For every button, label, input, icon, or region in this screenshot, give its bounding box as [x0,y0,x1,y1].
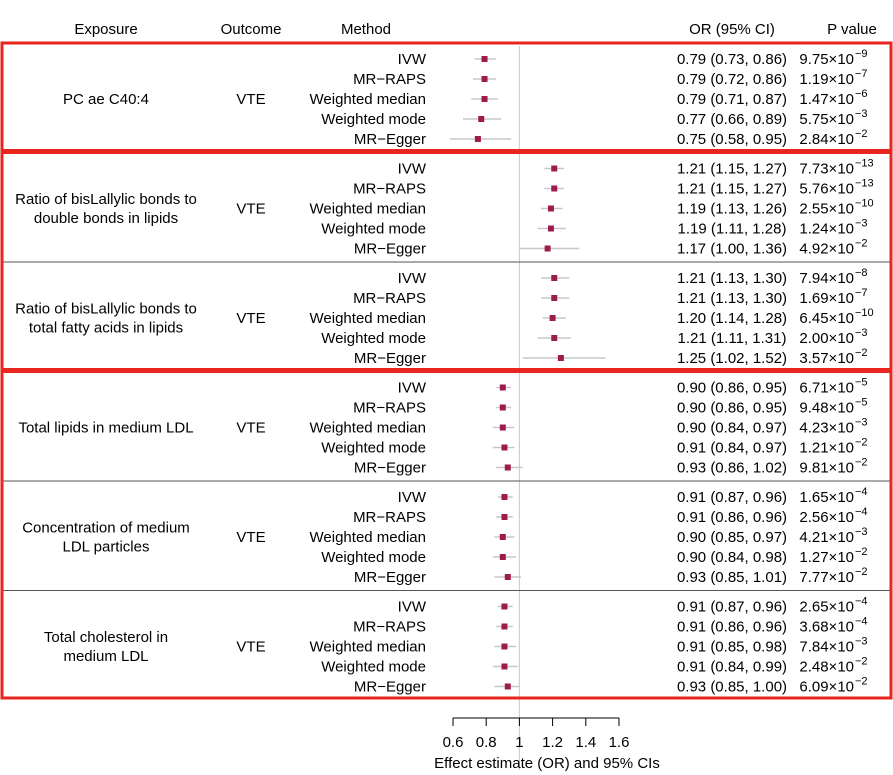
outcome-label: VTE [236,310,266,327]
header-outcome: Outcome [220,21,282,38]
p-value [799,400,854,417]
point-estimate [500,534,506,540]
method-label: Weighted median [309,419,426,437]
p-value-mantissa: 7.73×10 [799,160,854,178]
point-estimate [501,494,507,500]
p-value-exponent: −3 [855,108,868,120]
p-value-exponent: −2 [855,456,868,469]
p-value [799,350,854,367]
method-label: MR−RAPS [353,509,426,526]
point-estimate [551,275,557,281]
p-value-mantissa: 2.65×10 [799,598,854,616]
or-ci-value: 0.91 (0.86, 0.96) [676,509,788,526]
p-value-exponent: −3 [855,416,868,429]
exposure-label-line: total fatty acids in lipids [28,319,184,337]
p-value-exponent: −10 [855,307,874,319]
p-value-mantissa: 1.21×10 [799,439,854,457]
p-value [799,440,854,457]
point-estimate [558,355,564,361]
plot-layer [450,46,606,770]
p-value-mantissa: 3.57×10 [799,350,854,367]
point-estimate [551,335,557,341]
p-value [799,549,854,566]
or-ci-value: 1.20 (1.14, 1.28) [676,310,788,327]
method-label: MR−Egger [353,131,426,148]
p-value [799,420,854,437]
p-value [799,111,854,128]
exposure-label-line: PC ae C40:4 [63,91,149,108]
p-value-mantissa: 9.81×10 [799,459,854,477]
method-label: IVW [397,160,426,178]
p-value [799,330,854,347]
point-estimate [475,136,481,142]
point-estimate [550,315,556,321]
or-ci-value: 0.91 (0.85, 0.98) [676,638,788,656]
method-label: MR−Egger [353,240,426,258]
p-value [799,380,854,397]
p-value-exponent: −3 [855,217,868,230]
p-value [799,221,854,238]
exposure-label-line: Ratio of bisLallylic bonds to [15,191,197,208]
exposure-label-line: Total lipids in medium LDL [18,419,194,437]
p-value-mantissa: 6.45×10 [799,310,854,327]
point-estimate [505,684,511,690]
method-label: MR−RAPS [353,180,426,198]
point-estimate [500,385,506,391]
p-value-exponent: −4 [855,486,868,498]
p-value-mantissa: 1.69×10 [799,290,854,307]
exposure-label [15,191,197,227]
p-value [799,241,854,258]
x-axis [434,718,660,772]
or-ci-value: 1.21 (1.13, 1.30) [676,290,788,307]
p-value-mantissa: 2.48×10 [799,658,854,676]
method-label: Weighted mode [321,220,426,238]
exposure-label [44,629,168,665]
p-value-exponent: −4 [855,595,868,608]
or-ci-value: 0.91 (0.84, 0.99) [676,658,788,676]
p-value-mantissa: 5.76×10 [799,180,854,198]
method-label: Weighted mode [321,658,426,676]
p-value-exponent: −2 [855,566,868,578]
p-value-exponent: −2 [855,546,868,558]
exposure-label-line: LDL particles [62,538,150,556]
exposure-label-line: Concentration of medium [22,519,190,537]
or-ci-value: 1.21 (1.15, 1.27) [676,160,788,178]
p-value [799,131,854,148]
point-estimate [482,76,488,82]
point-estimate [548,226,554,232]
p-value-mantissa: 1.19×10 [799,71,854,88]
p-value [799,290,854,307]
p-value [799,460,854,477]
exposure-label-line: double bonds in lipids [33,210,179,227]
point-estimate [548,206,554,212]
p-value-mantissa: 6.71×10 [799,379,854,397]
p-value-exponent: −4 [855,506,868,518]
p-value-exponent: −7 [855,287,868,299]
exposure-label [63,91,149,108]
p-value-mantissa: 5.75×10 [799,111,854,128]
p-value-mantissa: 7.84×10 [799,638,854,656]
method-label: Weighted median [309,638,426,656]
or-ci-value: 0.91 (0.87, 0.96) [676,598,788,616]
or-ci-value: 0.90 (0.85, 0.97) [676,529,788,546]
p-value-exponent: −2 [855,436,868,449]
or-ci-value: 1.19 (1.13, 1.26) [676,200,788,218]
p-value-exponent: −9 [855,48,868,60]
point-estimate [500,425,506,431]
header-p-value: P value [827,21,877,38]
p-value-mantissa: 9.75×10 [799,51,854,68]
header-or-ci: OR (95% CI) [689,21,775,38]
p-value-mantissa: 4.92×10 [799,240,854,258]
outcome-label: VTE [236,91,266,108]
p-value-exponent: −3 [855,327,868,339]
method-label: IVW [397,270,426,287]
p-value [799,71,854,88]
method-label: MR−RAPS [353,71,426,88]
method-label: Weighted median [309,529,426,546]
p-value-mantissa: 2.56×10 [799,509,854,526]
exposure-label-line: Ratio of bisLallylic bonds to [15,300,197,318]
method-label: Weighted median [309,310,426,327]
p-value-mantissa: 1.24×10 [799,220,854,238]
exposure-label [22,520,190,556]
method-label: MR−Egger [353,678,426,696]
p-value-exponent: −2 [855,237,868,250]
p-value-mantissa: 9.48×10 [799,399,854,417]
p-value-exponent: −13 [855,177,874,190]
or-ci-value: 0.93 (0.85, 1.00) [676,678,788,696]
or-ci-value: 1.21 (1.13, 1.30) [676,270,788,287]
point-estimate [478,116,484,122]
point-estimate [501,445,507,451]
p-value [799,201,854,218]
or-ci-value: 0.93 (0.86, 1.02) [676,459,788,477]
method-label: MR−RAPS [353,618,426,636]
or-ci-value: 0.77 (0.66, 0.89) [676,111,788,128]
p-value [799,51,854,68]
exposure-label [18,420,193,437]
p-value [799,569,854,586]
p-value [799,619,854,636]
p-value-mantissa: 1.27×10 [799,549,854,566]
method-label: IVW [397,598,426,616]
p-value [799,659,854,676]
method-label: IVW [397,51,426,68]
method-label: MR−Egger [353,569,426,586]
p-value [799,270,854,287]
column-headers [74,21,877,38]
point-estimate [500,554,506,560]
or-ci-value: 0.90 (0.86, 0.95) [676,399,788,417]
p-value-exponent: −8 [855,267,868,279]
point-estimate [505,574,511,580]
or-ci-value: 0.79 (0.73, 0.86) [676,51,788,68]
point-estimate [551,186,557,192]
method-label: Weighted mode [321,111,426,128]
or-ci-value: 0.90 (0.86, 0.95) [676,379,788,397]
method-label: IVW [397,489,426,506]
p-value-mantissa: 2.55×10 [799,200,854,218]
point-estimate [505,465,511,471]
p-value-exponent: −13 [855,157,874,170]
or-ci-value: 1.17 (1.00, 1.36) [676,240,788,258]
p-value-mantissa: 1.47×10 [799,91,854,108]
point-estimate [551,166,557,172]
p-value-exponent: −2 [855,347,868,359]
or-ci-value: 0.91 (0.86, 0.96) [676,618,788,636]
point-estimate [500,405,506,411]
p-value-exponent: −10 [855,197,874,210]
or-ci-value: 0.91 (0.84, 0.97) [676,439,788,457]
or-ci-value: 1.21 (1.15, 1.27) [676,180,788,198]
or-ci-value: 0.90 (0.84, 0.98) [676,549,788,566]
p-value [799,489,854,506]
x-tick-label: 1.4 [575,734,597,751]
or-ci-value: 0.90 (0.84, 0.97) [676,419,788,437]
method-label: Weighted mode [321,549,426,566]
p-value-exponent: −5 [855,376,868,389]
p-value-mantissa: 7.94×10 [799,270,854,287]
point-estimate [545,246,551,252]
p-value-exponent: −6 [855,88,868,100]
outcome-label: VTE [236,200,266,218]
exposure-label-line: Total cholesterol in [43,629,169,646]
header-method: Method [340,21,392,38]
method-label: Weighted median [309,91,426,108]
or-ci-value: 1.21 (1.11, 1.31) [677,330,787,347]
or-ci-value: 0.91 (0.87, 0.96) [676,489,788,506]
p-value [799,181,854,198]
p-value-exponent: −3 [855,635,868,648]
method-label: MR−Egger [353,459,426,477]
p-value-mantissa: 2.84×10 [799,131,854,148]
point-estimate [501,624,507,630]
p-value-exponent: −2 [855,655,868,668]
p-value [799,509,854,526]
or-ci-value: 1.19 (1.11, 1.28) [677,220,787,238]
p-value [799,679,854,696]
p-value-mantissa: 1.65×10 [799,489,854,506]
method-label: Weighted median [309,200,426,218]
method-label: MR−RAPS [353,399,426,417]
point-estimate [501,664,507,670]
p-value-mantissa: 4.23×10 [799,419,854,437]
method-label: IVW [397,379,426,397]
p-value-mantissa: 6.09×10 [799,678,854,696]
method-label: Weighted mode [321,439,426,457]
p-value [799,599,854,616]
method-label: MR−Egger [353,350,426,367]
or-ci-value: 0.79 (0.72, 0.86) [676,71,788,88]
p-value-exponent: −3 [855,526,868,538]
p-value-mantissa: 3.68×10 [799,618,854,636]
p-value-exponent: −5 [855,396,868,409]
point-estimate [482,96,488,102]
x-axis-title: Effect estimate (OR) and 95% CIs [434,755,660,772]
or-ci-value: 0.93 (0.85, 1.01) [676,569,788,586]
point-estimate [482,56,488,62]
x-tick-label: 0.6 [442,734,464,751]
p-value-mantissa: 2.00×10 [799,330,854,347]
outcome-label: VTE [236,638,266,656]
p-value-exponent: −7 [855,68,868,80]
x-tick-label: 0.8 [475,734,497,751]
point-estimate [501,604,507,610]
p-value-mantissa: 7.77×10 [799,569,854,586]
x-tick-label: 1.2 [542,734,564,751]
point-estimate [551,295,557,301]
outcome-label: VTE [236,529,266,546]
outcome-label: VTE [236,419,266,437]
method-label: Weighted mode [321,330,426,347]
header-exposure: Exposure [74,21,138,38]
p-value [799,161,854,178]
p-value-exponent: −2 [855,675,868,688]
method-label: MR−RAPS [353,290,426,307]
x-tick-label: 1.6 [608,734,630,751]
exposure-label [15,301,197,337]
p-value-mantissa: 4.21×10 [799,529,854,546]
or-ci-value: 0.75 (0.58, 0.95) [676,131,788,148]
p-value [799,310,854,327]
or-ci-value: 0.79 (0.71, 0.87) [676,91,788,108]
exposure-label-line: medium LDL [63,648,149,665]
p-value [799,639,854,656]
p-value [799,529,854,546]
point-estimate [501,514,507,520]
point-estimate [501,644,507,650]
p-value [799,91,854,108]
p-value-exponent: −2 [855,128,868,140]
or-ci-value: 1.25 (1.02, 1.52) [676,350,788,367]
p-value-exponent: −4 [855,615,868,628]
x-tick-label: 1 [515,734,524,751]
